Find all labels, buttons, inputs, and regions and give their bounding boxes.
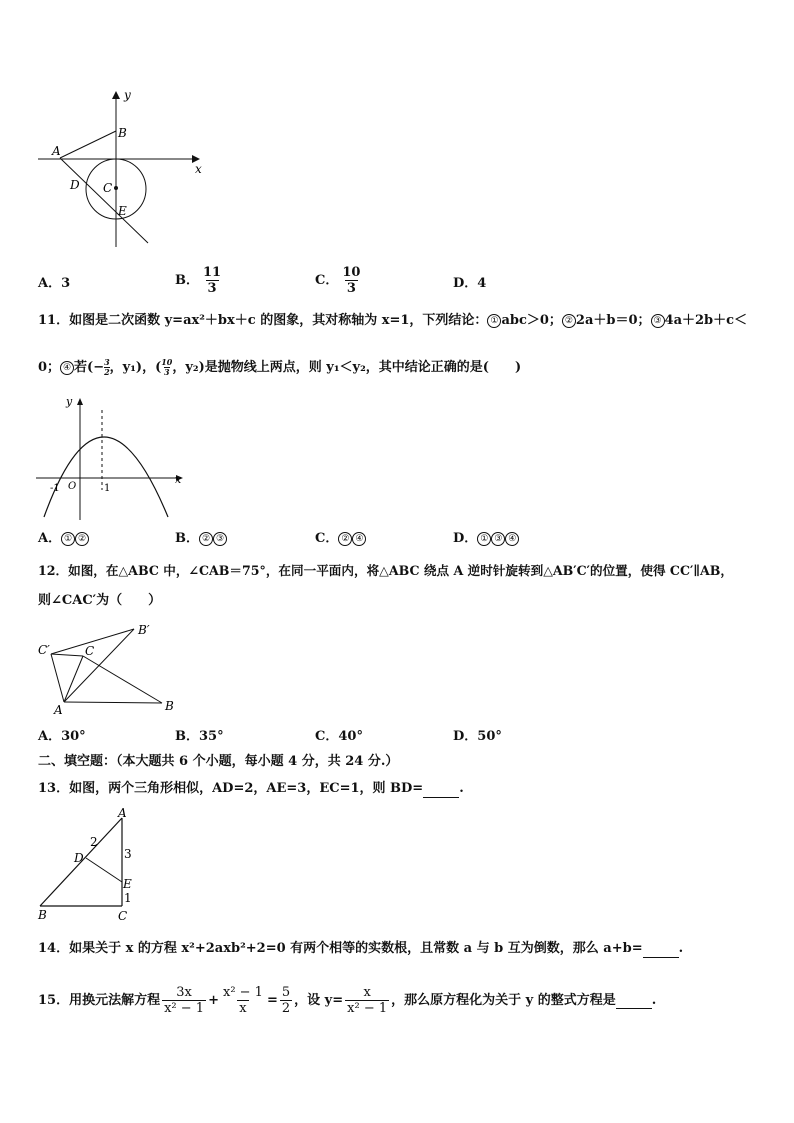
q10-option-d: D．4 bbox=[453, 276, 487, 291]
q15-equals: = bbox=[266, 992, 278, 1008]
q11-line-2 bbox=[38, 358, 521, 377]
point-label-a: A bbox=[118, 806, 127, 820]
circled-number: ④ bbox=[352, 532, 366, 546]
point-label-a: A bbox=[52, 144, 61, 158]
q11-option-a bbox=[38, 531, 89, 547]
fraction-numerator: 10 bbox=[342, 265, 361, 280]
q11-stmt-4c: ，y₂)是抛物线上两点，则 y₁＜y₂，其中结论正确的是( ) bbox=[172, 360, 522, 375]
q14-prompt: 14．如果关于 x 的方程 x²+2axb²+2=0 有两个相等的实数根，且常数 a 与 b 互为倒数，那么 a+b= bbox=[38, 941, 643, 956]
point-label-b: B bbox=[118, 126, 127, 140]
q10-option-c-fraction bbox=[340, 265, 362, 296]
q10-option-b-fraction bbox=[201, 265, 223, 296]
point-label-c: C bbox=[103, 181, 113, 195]
fraction-numerator: 3 bbox=[104, 357, 110, 367]
answer-blank bbox=[643, 941, 679, 958]
circled-number: ② bbox=[75, 532, 89, 546]
axis-label-x: x bbox=[175, 473, 182, 486]
point-label-c: C bbox=[85, 644, 95, 658]
fraction-denominator: 3 bbox=[207, 281, 217, 296]
q14-period: . bbox=[678, 941, 684, 956]
fraction-denominator: x² − 1 bbox=[347, 1001, 388, 1016]
fraction-denominator: 3 bbox=[346, 281, 356, 296]
fraction-numerator: 11 bbox=[203, 265, 222, 280]
figure-q13 bbox=[34, 806, 144, 922]
fraction-denominator: x² − 1 bbox=[164, 1001, 205, 1016]
circled-number: ③ bbox=[491, 532, 505, 546]
q11-option-c bbox=[315, 531, 366, 547]
q11-stmt-1: abc＞0； bbox=[501, 313, 562, 328]
q15-mid: ，设 y= bbox=[294, 992, 344, 1008]
point-label-b-prime: B′ bbox=[138, 623, 150, 637]
q11-stmt-3: 4a＋2b＋c＜ bbox=[664, 313, 748, 328]
point-label-e: E bbox=[118, 204, 127, 218]
point-label-a: A bbox=[54, 703, 63, 717]
circled-number: ① bbox=[477, 532, 491, 546]
section-heading: 二、填空题：（本大题共 6 个小题，每小题 4 分，共 24 分.） bbox=[38, 754, 399, 769]
q11-text-a: 11．如图是二次函数 y=ax²＋bx＋c 的图象，其对称轴为 x=1，下列结论： bbox=[38, 313, 488, 328]
q12-option-a: A．30° bbox=[38, 729, 86, 744]
q15-prefix: 15．用换元法解方程 bbox=[38, 992, 161, 1008]
q11-line-1 bbox=[38, 313, 747, 329]
answer-blank bbox=[616, 992, 652, 1009]
circled-number: ③ bbox=[213, 532, 227, 546]
fraction-numerator: 5 bbox=[281, 985, 291, 1000]
option-prefix: D． bbox=[453, 531, 478, 546]
q11-stmt-2: 2a＋b＝0； bbox=[575, 313, 651, 328]
q15-fraction-3 bbox=[280, 985, 292, 1016]
segment-label-ae: 3 bbox=[124, 847, 132, 861]
fraction-denominator: x bbox=[239, 1001, 247, 1016]
q10-option-c-prefix: C． bbox=[315, 273, 339, 288]
q15-plus: + bbox=[208, 992, 219, 1008]
q12-option-d: D．50° bbox=[453, 729, 502, 744]
q10-option-c bbox=[315, 265, 364, 296]
q15-fraction-4 bbox=[345, 985, 389, 1016]
q15-suffix: ，那么原方程化为关于 y 的整式方程是 bbox=[391, 992, 616, 1008]
point-label-c: C bbox=[118, 909, 128, 922]
option-prefix: A． bbox=[38, 531, 62, 546]
q11-option-d bbox=[453, 531, 519, 547]
q12-option-c: C．40° bbox=[315, 729, 363, 744]
fraction-numerator: x bbox=[363, 985, 371, 1000]
q11-stmt-4a: 若(− bbox=[74, 360, 105, 375]
segment-label-ad: 2 bbox=[90, 835, 98, 849]
q11-stmt-4b: ，y₁)，( bbox=[109, 360, 162, 375]
circled-number: ② bbox=[199, 532, 213, 546]
circled-number: ③ bbox=[651, 314, 665, 328]
point-label-c-prime: C′ bbox=[38, 643, 50, 657]
figure-q12 bbox=[34, 620, 184, 720]
figure-q11 bbox=[30, 395, 190, 520]
q15-period: . bbox=[651, 992, 657, 1008]
segment-label-ec: 1 bbox=[124, 891, 132, 905]
q11-small-fraction-2 bbox=[161, 358, 172, 377]
origin-label: O bbox=[68, 481, 77, 492]
circled-number: ① bbox=[61, 532, 75, 546]
point-label-e: E bbox=[123, 877, 132, 891]
fraction-denominator: 3 bbox=[164, 367, 170, 377]
fraction-denominator: 2 bbox=[104, 367, 110, 377]
q10-option-b bbox=[175, 265, 225, 296]
q12-line-2: 则∠CAC′为（ ） bbox=[38, 593, 162, 608]
figure-q10 bbox=[30, 85, 210, 255]
q14-text bbox=[38, 941, 683, 958]
point-label-b: B bbox=[38, 908, 47, 922]
circled-number: ② bbox=[562, 314, 576, 328]
circled-number: ④ bbox=[505, 532, 519, 546]
axis-label-y: y bbox=[66, 395, 73, 408]
q11-option-b bbox=[175, 531, 227, 547]
point-label-d: D bbox=[74, 851, 84, 865]
q13-prompt: 13．如图，两个三角形相似，AD=2，AE=3，EC=1，则 BD= bbox=[38, 781, 424, 796]
answer-blank bbox=[423, 781, 459, 798]
q12-line-1: 12．如图，在△ABC 中，∠CAB＝75°，在同一平面内，将△ABC 绕点 A 逆时针旋转到△AB′C′的位置，使得 CC′∥AB， bbox=[38, 563, 733, 578]
point-label-b: B bbox=[165, 699, 174, 713]
tick-label-minus-one: -1 bbox=[50, 483, 60, 494]
fraction-numerator: 3x bbox=[176, 985, 192, 1000]
circled-number: ② bbox=[338, 532, 352, 546]
axis-label-y: y bbox=[124, 88, 131, 102]
q10-option-b-prefix: B． bbox=[175, 273, 199, 288]
q11-text-b: 0； bbox=[38, 360, 61, 375]
q15-fraction-2 bbox=[221, 985, 265, 1016]
q10-option-a: A．3 bbox=[38, 276, 71, 291]
axis-label-x: x bbox=[195, 162, 202, 176]
q12-option-b: B．35° bbox=[175, 729, 224, 744]
circled-number: ① bbox=[487, 314, 501, 328]
point-label-d: D bbox=[70, 178, 80, 192]
q15-text bbox=[38, 985, 656, 1016]
option-prefix: C． bbox=[315, 531, 339, 546]
option-prefix: B． bbox=[175, 531, 199, 546]
fraction-numerator: 10 bbox=[161, 357, 173, 367]
tick-label-one: 1 bbox=[104, 483, 111, 494]
q13-period: . bbox=[459, 781, 464, 796]
fraction-numerator: x² − 1 bbox=[222, 985, 263, 1000]
q15-fraction-1 bbox=[162, 985, 206, 1016]
circled-number: ④ bbox=[60, 361, 74, 375]
fraction-denominator: 2 bbox=[281, 1001, 291, 1016]
q13-text bbox=[38, 781, 464, 798]
